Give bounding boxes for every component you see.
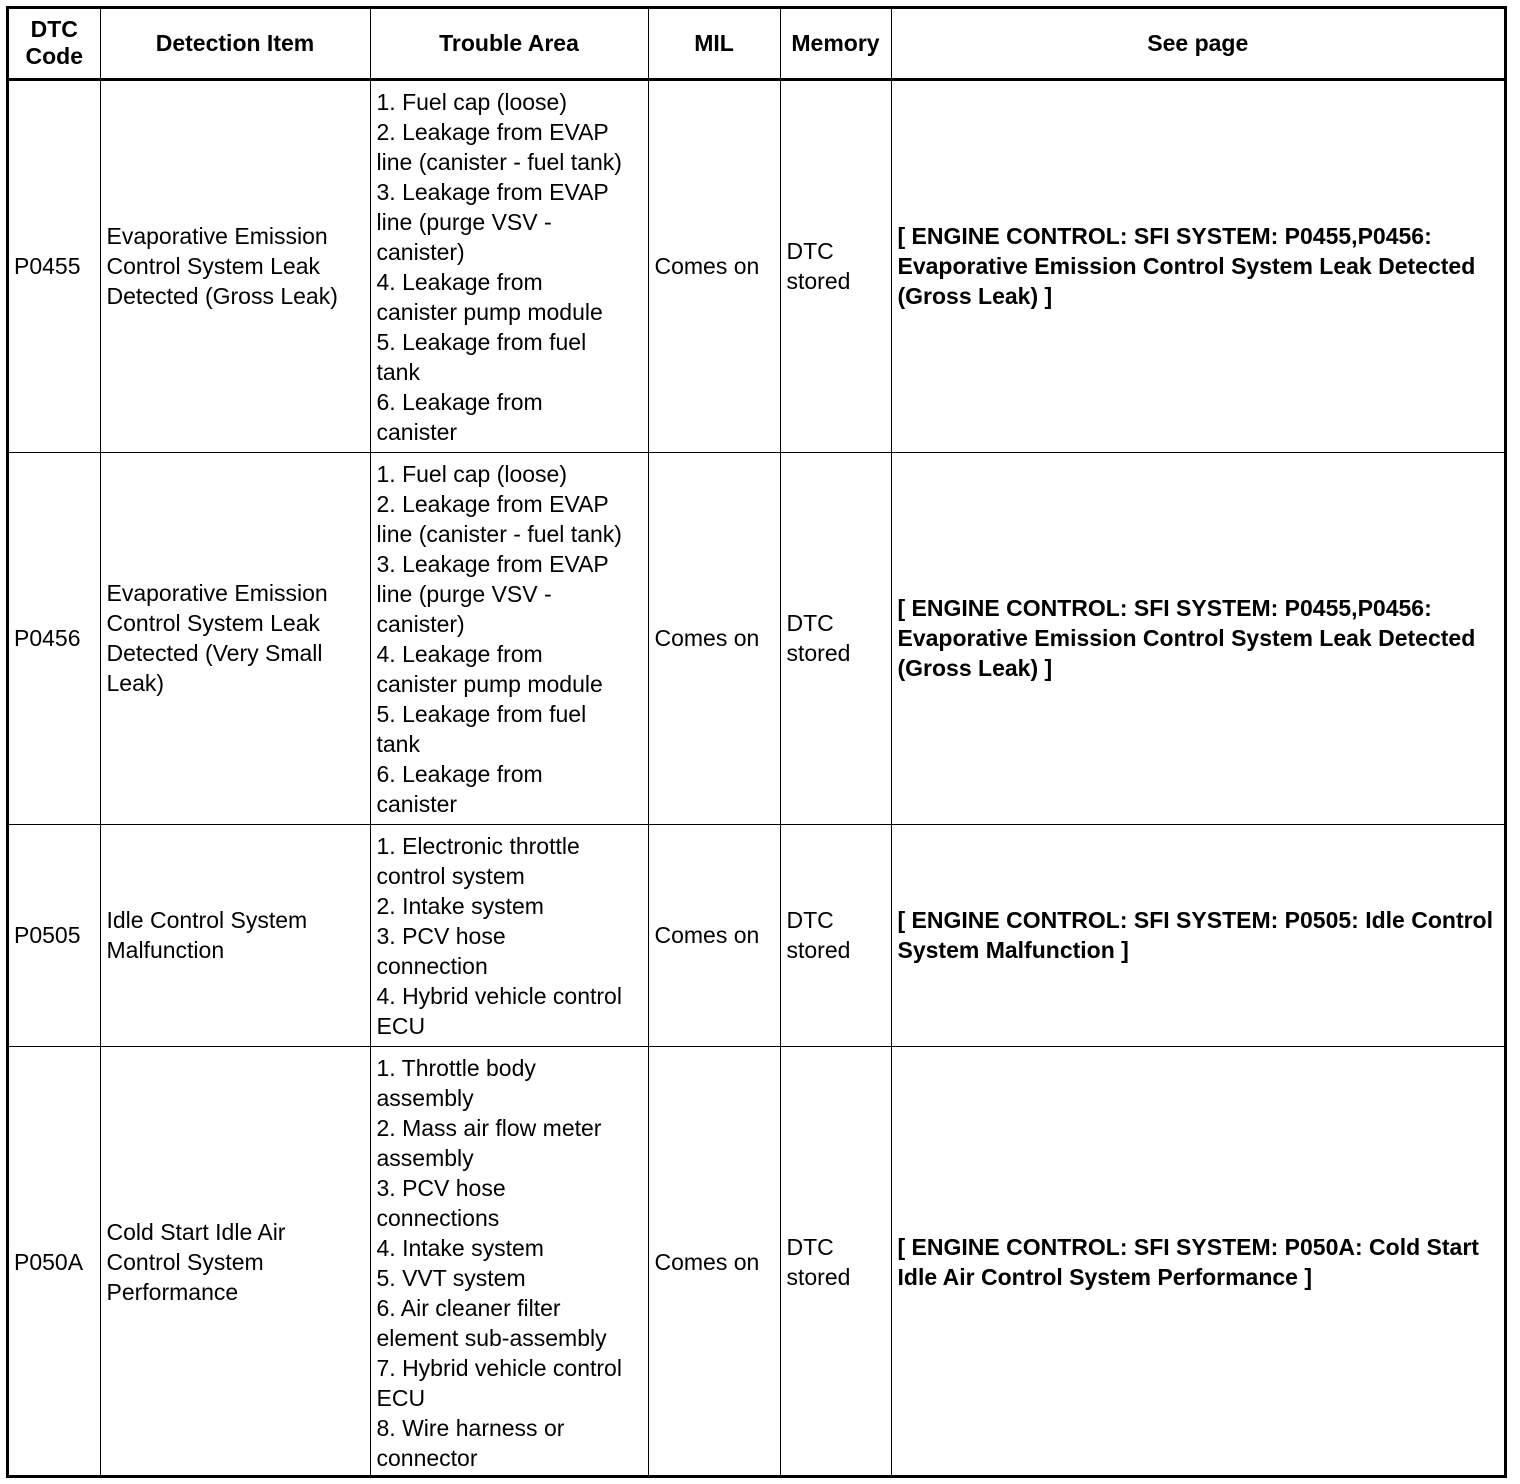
trouble-area-line: 6. Air cleaner filter [376,1295,561,1322]
trouble-area-line: canister) [376,611,465,637]
detection-item-cell: Cold Start Idle Air Control System Performance [100,1046,370,1478]
mil-cell: Comes on [648,452,780,824]
trouble-area-line: 3. Leakage from EVAP [376,179,609,205]
table-row [9,79,1504,452]
trouble-area-line: canister pump module [376,671,603,697]
mil-cell: Comes on [648,824,780,1046]
memory-cell: DTC stored [780,79,891,452]
trouble-area-line: line (canister - fuel tank) [376,521,622,547]
trouble-area-line: 1. Fuel cap (loose) [376,461,567,487]
trouble-area-line: canister) [376,239,465,265]
header-see-page: See page [891,9,1504,79]
table-header-row [9,9,1504,79]
trouble-area-line: 3. PCV hose [376,1175,506,1202]
see-page-cell: [ ENGINE CONTROL: SFI SYSTEM: P0455,P0456: Evaporative Emission Control System Leak Detected (Gross Leak) ] [891,79,1504,452]
trouble-area-line: line (purge VSV - [376,209,552,235]
trouble-area-line: 5. Leakage from fuel [376,701,587,727]
trouble-area-line: 1. Fuel cap (loose) [376,89,567,115]
trouble-area-line: assembly [376,1145,474,1172]
table-row [9,1046,1504,1478]
trouble-area-line: control system [376,863,525,889]
memory-cell: DTC stored [780,452,891,824]
trouble-area-line: element sub-assembly [376,1325,607,1352]
trouble-area-line: tank [376,731,420,757]
trouble-area-line: 6. Leakage from [376,389,543,415]
header-mil: MIL [648,9,780,79]
detection-item-cell: Evaporative Emission Control System Leak Detected (Gross Leak) [100,79,370,452]
trouble-area-line: 5. VVT system [376,1265,526,1292]
detection-item-cell: Idle Control System Malfunction [100,824,370,1046]
trouble-area-line: line (purge VSV - [376,581,552,607]
trouble-area-line: 2. Mass air flow meter [376,1115,602,1142]
trouble-area-line: 1. Electronic throttle [376,833,580,859]
trouble-area-line: connections [376,1205,500,1232]
see-page-cell: [ ENGINE CONTROL: SFI SYSTEM: P050A: Cold Start Idle Air Control System Performance ] [891,1046,1504,1478]
trouble-area-line: 4. Leakage from [376,269,543,295]
trouble-area-cell [370,452,648,824]
trouble-area-line: assembly [376,1085,474,1112]
trouble-area-line: ECU [376,1385,426,1412]
dtc-table [9,9,1504,1478]
trouble-area-line: 4. Intake system [376,1235,544,1262]
dtc-code-cell: P0455 [9,79,100,452]
trouble-area-line: 1. Throttle body [376,1055,536,1082]
dtc-code-cell: P050A [9,1046,100,1478]
trouble-area-line: 4. Leakage from [376,641,543,667]
table-row [9,824,1504,1046]
trouble-area-line: canister pump module [376,299,603,325]
detection-item-cell: Evaporative Emission Control System Leak Detected (Very Small Leak) [100,452,370,824]
trouble-area-line: 8. Wire harness or [376,1415,565,1442]
header-memory: Memory [780,9,891,79]
dtc-table-frame [6,6,1507,1478]
header-dtc-code: DTC Code [9,9,100,79]
trouble-area-line: 6. Leakage from [376,761,543,787]
memory-cell: DTC stored [780,1046,891,1478]
mil-cell: Comes on [648,1046,780,1478]
trouble-area-line: 3. Leakage from EVAP [376,551,609,577]
trouble-area-line: tank [376,359,420,385]
trouble-area-cell [370,79,648,452]
dtc-code-cell: P0456 [9,452,100,824]
trouble-area-line: 2. Leakage from EVAP [376,119,609,145]
trouble-area-line: ECU [376,1013,426,1039]
trouble-area-line: connection [376,953,488,979]
trouble-area-line: 7. Hybrid vehicle control [376,1355,622,1382]
see-page-cell: [ ENGINE CONTROL: SFI SYSTEM: P0505: Idle Control System Malfunction ] [891,824,1504,1046]
see-page-cell: [ ENGINE CONTROL: SFI SYSTEM: P0455,P0456: Evaporative Emission Control System Leak Detected (Gross Leak) ] [891,452,1504,824]
trouble-area-line: canister [376,419,458,445]
trouble-area-line: connector [376,1445,478,1472]
trouble-area-line: 2. Leakage from EVAP [376,491,609,517]
trouble-area-line: line (canister - fuel tank) [376,149,622,175]
trouble-area-line: 3. PCV hose [376,923,506,949]
header-trouble-area: Trouble Area [370,9,648,79]
trouble-area-line: 2. Intake system [376,893,544,919]
dtc-code-cell: P0505 [9,824,100,1046]
mil-cell: Comes on [648,79,780,452]
trouble-area-cell [370,824,648,1046]
trouble-area-line: 4. Hybrid vehicle control [376,983,622,1009]
trouble-area-line: canister [376,791,458,817]
table-row [9,452,1504,824]
trouble-area-cell [370,1046,648,1478]
header-detection-item: Detection Item [100,9,370,79]
trouble-area-line: 5. Leakage from fuel [376,329,587,355]
memory-cell: DTC stored [780,824,891,1046]
